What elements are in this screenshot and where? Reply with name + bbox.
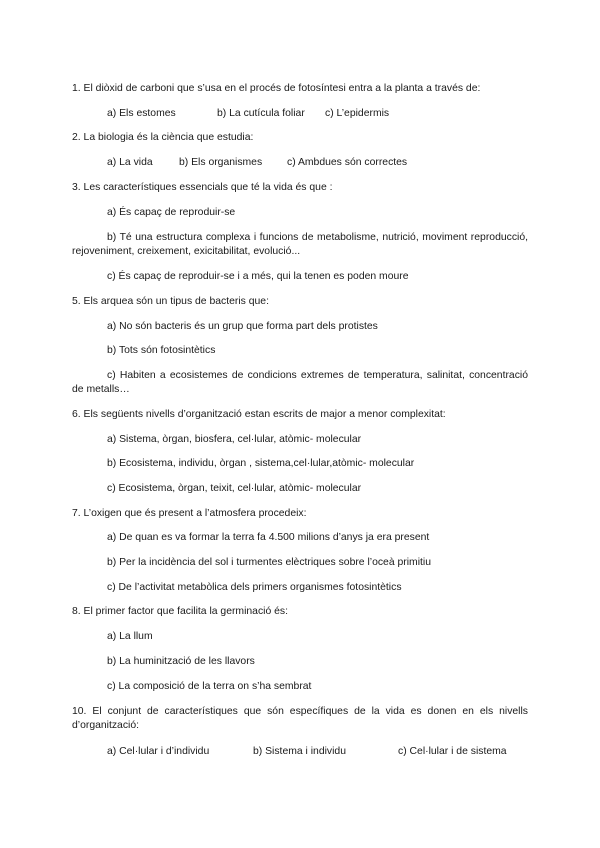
question-2: 2. La biologia és la ciència que estudia:	[72, 132, 254, 143]
option-c	[72, 369, 528, 397]
option-c: c) Ambdues són correctes	[287, 157, 408, 168]
question-3: 3. Les característiques essencials que té la vida és que :	[72, 182, 333, 193]
option-a: a) És capaç de reproduir-se	[107, 207, 236, 218]
option-c-text: c) Habiten a ecosistemes de condicions extremes de temperatura, salinitat, concentració de metalls…	[72, 370, 528, 395]
question-7: 7. L’oxigen que és present a l’atmosfera procedeix:	[72, 508, 307, 519]
question-8: 8. El primer factor que facilita la germinació és:	[72, 606, 288, 617]
option-c: c) És capaç de reproduir-se i a més, qui la tenen es poden moure	[107, 271, 409, 282]
option-a: a) De quan es va formar la terra fa 4.500 milions d’anys ja era present	[107, 532, 430, 543]
option-b	[72, 231, 528, 259]
question-2-options	[107, 156, 528, 170]
question-1: 1. El diòxid de carboni que s’usa en el procés de fotosíntesi entra a la planta a través de:	[72, 83, 481, 94]
question-6: 6. Els següents nivells d’organització estan escrits de major a menor complexitat:	[72, 409, 446, 420]
option-c: c) L’epidermis	[325, 108, 390, 119]
option-a: a) Sistema, òrgan, biosfera, cel·lular, atòmic- molecular	[107, 434, 362, 445]
option-b: b) Tots són fotosintètics	[107, 345, 216, 356]
option-b: b) Ecosistema, individu, òrgan , sistema,cel·lular,atòmic- molecular	[107, 458, 415, 469]
option-a: a) Cel·lular i d’individu	[107, 746, 210, 757]
option-c: c) Ecosistema, òrgan, teixit, cel·lular, atòmic- molecular	[107, 483, 362, 494]
option-c: c) Cel·lular i de sistema	[398, 746, 507, 757]
option-b: b) Per la incidència del sol i turmentes elèctriques sobre l’oceà primitiu	[107, 557, 431, 568]
question-5: 5. Els arquea són un tipus de bacteris que:	[72, 296, 269, 307]
option-a: a) Els estomes	[107, 108, 176, 119]
option-a: a) La llum	[107, 631, 153, 642]
option-b: b) La cutícula foliar	[217, 108, 305, 119]
question-1-options	[107, 107, 528, 121]
option-c: c) La composició de la terra on s’ha sembrat	[107, 681, 312, 692]
option-b: b) La huminització de les llavors	[107, 656, 255, 667]
option-a: a) La vida	[107, 157, 153, 168]
option-c: c) De l’activitat metabòlica dels primers organismes fotosintètics	[107, 582, 402, 593]
option-b-text: b) Té una estructura complexa i funcions de metabolisme, nutrició, moviment reproducció, rejoveniment, creixement, exicitabilitat, evolució...	[72, 232, 528, 257]
question-10-options	[107, 745, 528, 759]
option-b: b) Els organismes	[179, 157, 263, 168]
question-10: 10. El conjunt de característiques que són específiques de la vida es donen en els nivells d’organització:	[72, 706, 528, 731]
option-a: a) No són bacteris és un grup que forma part dels protistes	[107, 321, 378, 332]
option-b: b) Sistema i individu	[253, 746, 346, 757]
